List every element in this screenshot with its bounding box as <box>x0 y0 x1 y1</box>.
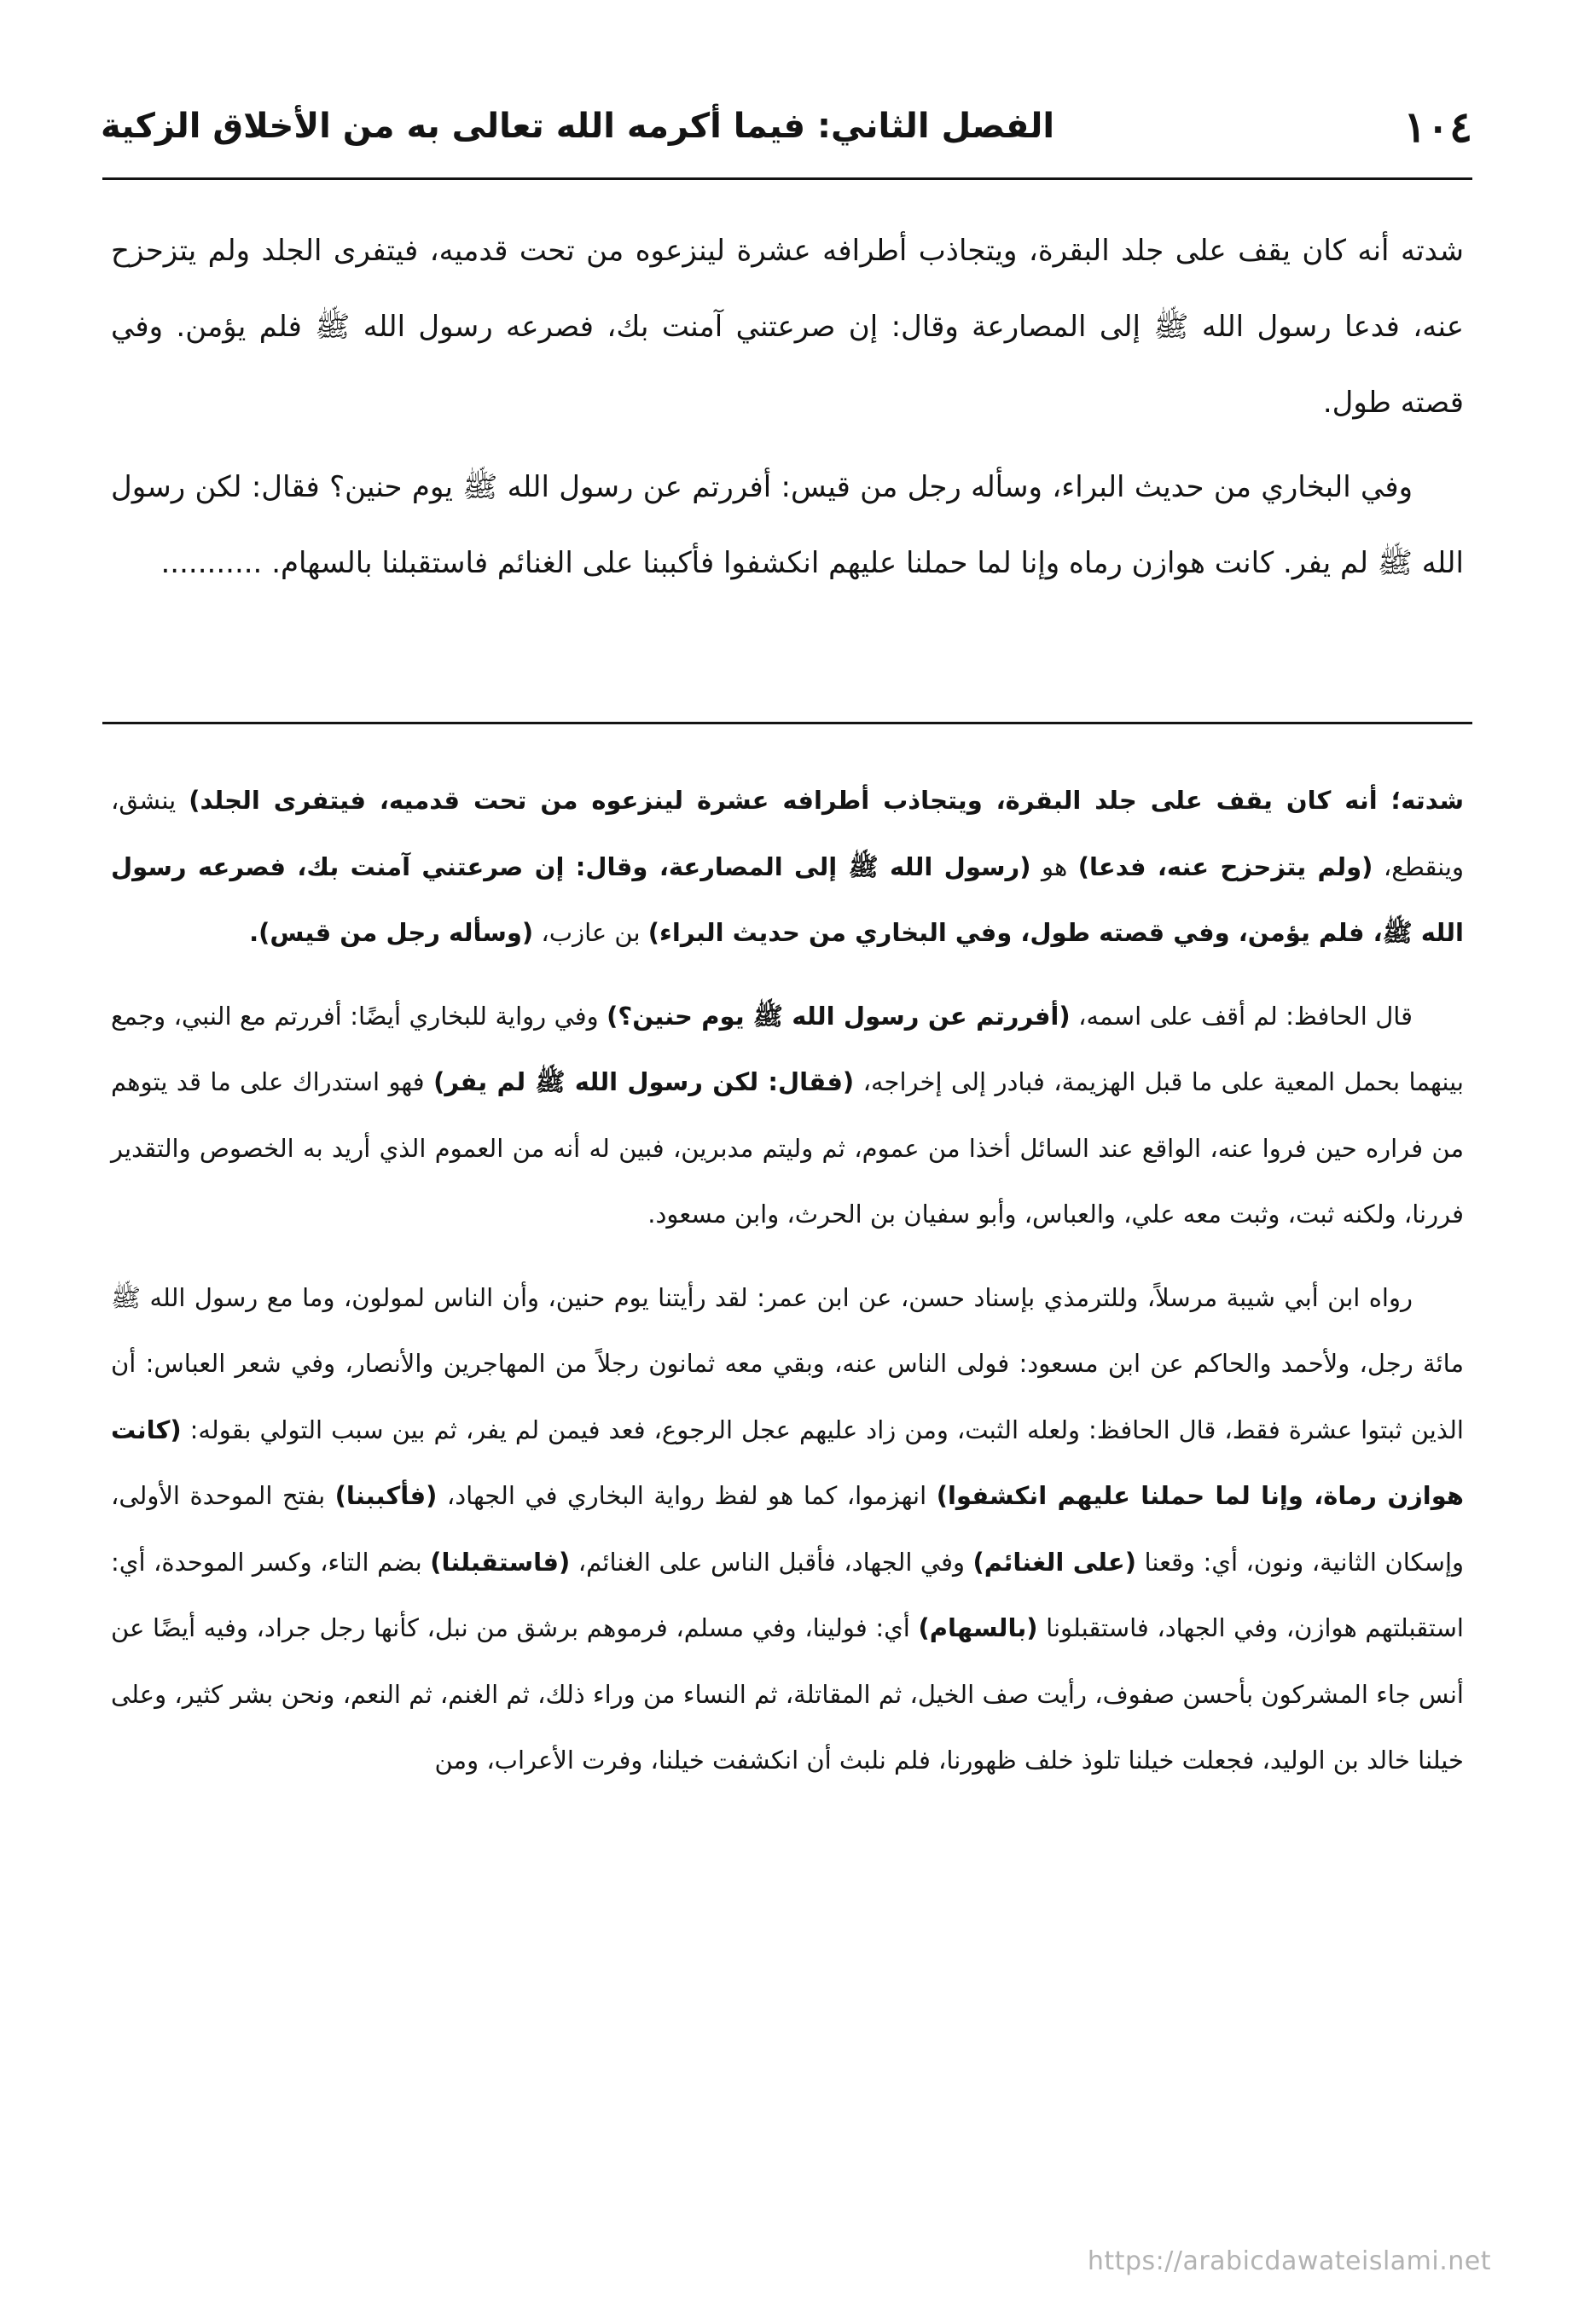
quoted-text: (على الغنائم) <box>972 1547 1136 1577</box>
quoted-text: (ولم يتزحزح عنه، فدعا) <box>1077 851 1373 881</box>
commentary-text: وفي رواية للبخاري أيضًا: أفررتم مع النبي، وجمع بينهما بحمل المعية على ما قبل الهزيمة، فبادر إلى إخراجه، <box>111 1001 1464 1096</box>
quoted-text: (فأكببنا) <box>334 1481 438 1510</box>
main-text-paragraph-2 <box>111 450 1464 601</box>
quoted-text: (فقال: لكن رسول الله ﷺ لم يفر) <box>433 1067 855 1096</box>
commentary-text: هو <box>1030 851 1078 881</box>
page-header <box>101 85 1472 167</box>
commentary-text: أي: فولينا، وفي مسلم، فرموهم برشق من نبل، كأنها رجل جراد، وفيه أيضًا عن أنس جاء المشركون بأحسن صفوف، رأيت صف الخيل، ثم المقاتلة، ثم النساء من وراء ذلك، ثم الغنم، ثم النعم، ونحن بشر كثير، وعلى خيلنا خالد بن الوليد، فجعلت خيلنا تلوذ خلف ظهورنا، فلم نلبث أن انكشفت خيلنا، وفرت الأعراب، ومن <box>111 1613 1464 1775</box>
commentary-text: قال الحافظ: لم أقف على اسمه، <box>1070 1001 1413 1031</box>
quoted-text: (بالسهام) <box>918 1613 1038 1642</box>
commentary-text: بفتح الموحدة الأولى، وإسكان الثانية، ونون، أي: وقعنا <box>111 1481 1465 1577</box>
commentary-text: بضم التاء، وكسر الموحدة، أي: استقبلتهم هوازن، وفي الجهاد، فاستقبلونا <box>111 1547 1464 1642</box>
commentary-paragraph-1 <box>111 768 1464 967</box>
quoted-text: (أفررتم عن رسول الله ﷺ يوم حنين؟) <box>607 1001 1071 1031</box>
commentary-text: بن عازب، <box>533 918 648 947</box>
quoted-text: شدته؛ أنه كان يقف على جلد البقرة، ويتجاذب أطرافه عشرة لينزعوه من تحت قدميه، فيتفرى الجلد) <box>189 786 1464 815</box>
commentary-paragraph-3 <box>111 1265 1464 1794</box>
commentary-text: رواه ابن أبي شيبة مرسلاً، وللترمذي بإسناد حسن، عن ابن عمر: لقد رأيتنا يوم حنين، وأن الناس لمولون، وما مع رسول الله ﷺ مائة رجل، ولأحمد والحاكم عن ابن مسعود: فولى الناس عنه، وبقي معه ثمانون رجلاً من المهاجرين والأنصار، وفي شعر العباس: أن الذين ثبتوا عشرة فقط، قال الحافظ: ولعله الثبت، ومن زاد عليهم عجل الرجوع، فعد فيمن لم يفر، ثم بين سبب التولي بقوله: <box>111 1282 1464 1444</box>
commentary-text: انهزموا، كما هو لفظ رواية البخاري في الجهاد، <box>437 1481 937 1510</box>
quoted-text: (رسول الله ﷺ إلى المصارعة، وقال: إن صرعتني آمنت بك، فصرعه رسول الله ﷺ، فلم يؤمن، وفي قصته طول، وفي البخاري من حديث البراء) <box>111 851 1464 947</box>
chapter-title: الفصل الثاني: فيما أكرمه الله تعالى به من الأخلاق الزكية <box>101 107 1055 146</box>
main-text-block <box>111 213 1464 601</box>
header-divider <box>102 177 1472 180</box>
commentary-divider <box>102 722 1472 724</box>
page-number: ١٠٤ <box>1403 101 1472 152</box>
source-watermark: https://arabicdawateislami.net <box>1087 2246 1491 2276</box>
main-text-paragraph-2-body: وفي البخاري من حديث البراء، وسأله رجل من قيس: أفررتم عن رسول الله ﷺ يوم حنين؟ فقال: لكن رسول الله ﷺ لم يفر. كانت هوازن رماه وإنا لما حملنا عليهم انكشفوا فأكببنا على الغنائم فاستقبلنا بالسهام. <box>111 470 1464 580</box>
commentary-text: وفي الجهاد، فأقبل الناس على الغنائم، <box>570 1547 973 1577</box>
commentary-paragraph-2 <box>111 984 1464 1248</box>
commentary-block <box>111 768 1464 1794</box>
quoted-text: (كانت هوازن رماة، وإنا لما حملنا عليهم انكشفوا) <box>111 1415 1464 1510</box>
commentary-text: فهو استدراك على ما قد يتوهم من فراره حين فروا عنه، الواقع عند السائل أخذا من عموم، ثم وليتم مدبرين، فبين له أنه من العموم الذي أريد به الخصوص والتقدير فررنا، ولكنه ثبت، وثبت معه علي، والعباس، وأبو سفيان بن الحرث، وابن مسعود. <box>111 1067 1464 1229</box>
trailing-dots: ........... <box>160 546 263 580</box>
main-text-paragraph-1: شدته أنه كان يقف على جلد البقرة، ويتجاذب أطرافه عشرة لينزعوه من تحت قدميه، فيتفرى الجلد ولم يتزحزح عنه، فدعا رسول الله ﷺ إلى المصارعة وقال: إن صرعتني آمنت بك، فصرعه رسول الله ﷺ فلم يؤمن. وفي قصته طول. <box>111 234 1464 420</box>
quoted-text: (فاستقبلنا) <box>430 1547 571 1577</box>
quoted-text: (وسأله رجل من قيس). <box>249 918 534 947</box>
commentary-text: ينشق، وينقطع، <box>111 786 1464 881</box>
